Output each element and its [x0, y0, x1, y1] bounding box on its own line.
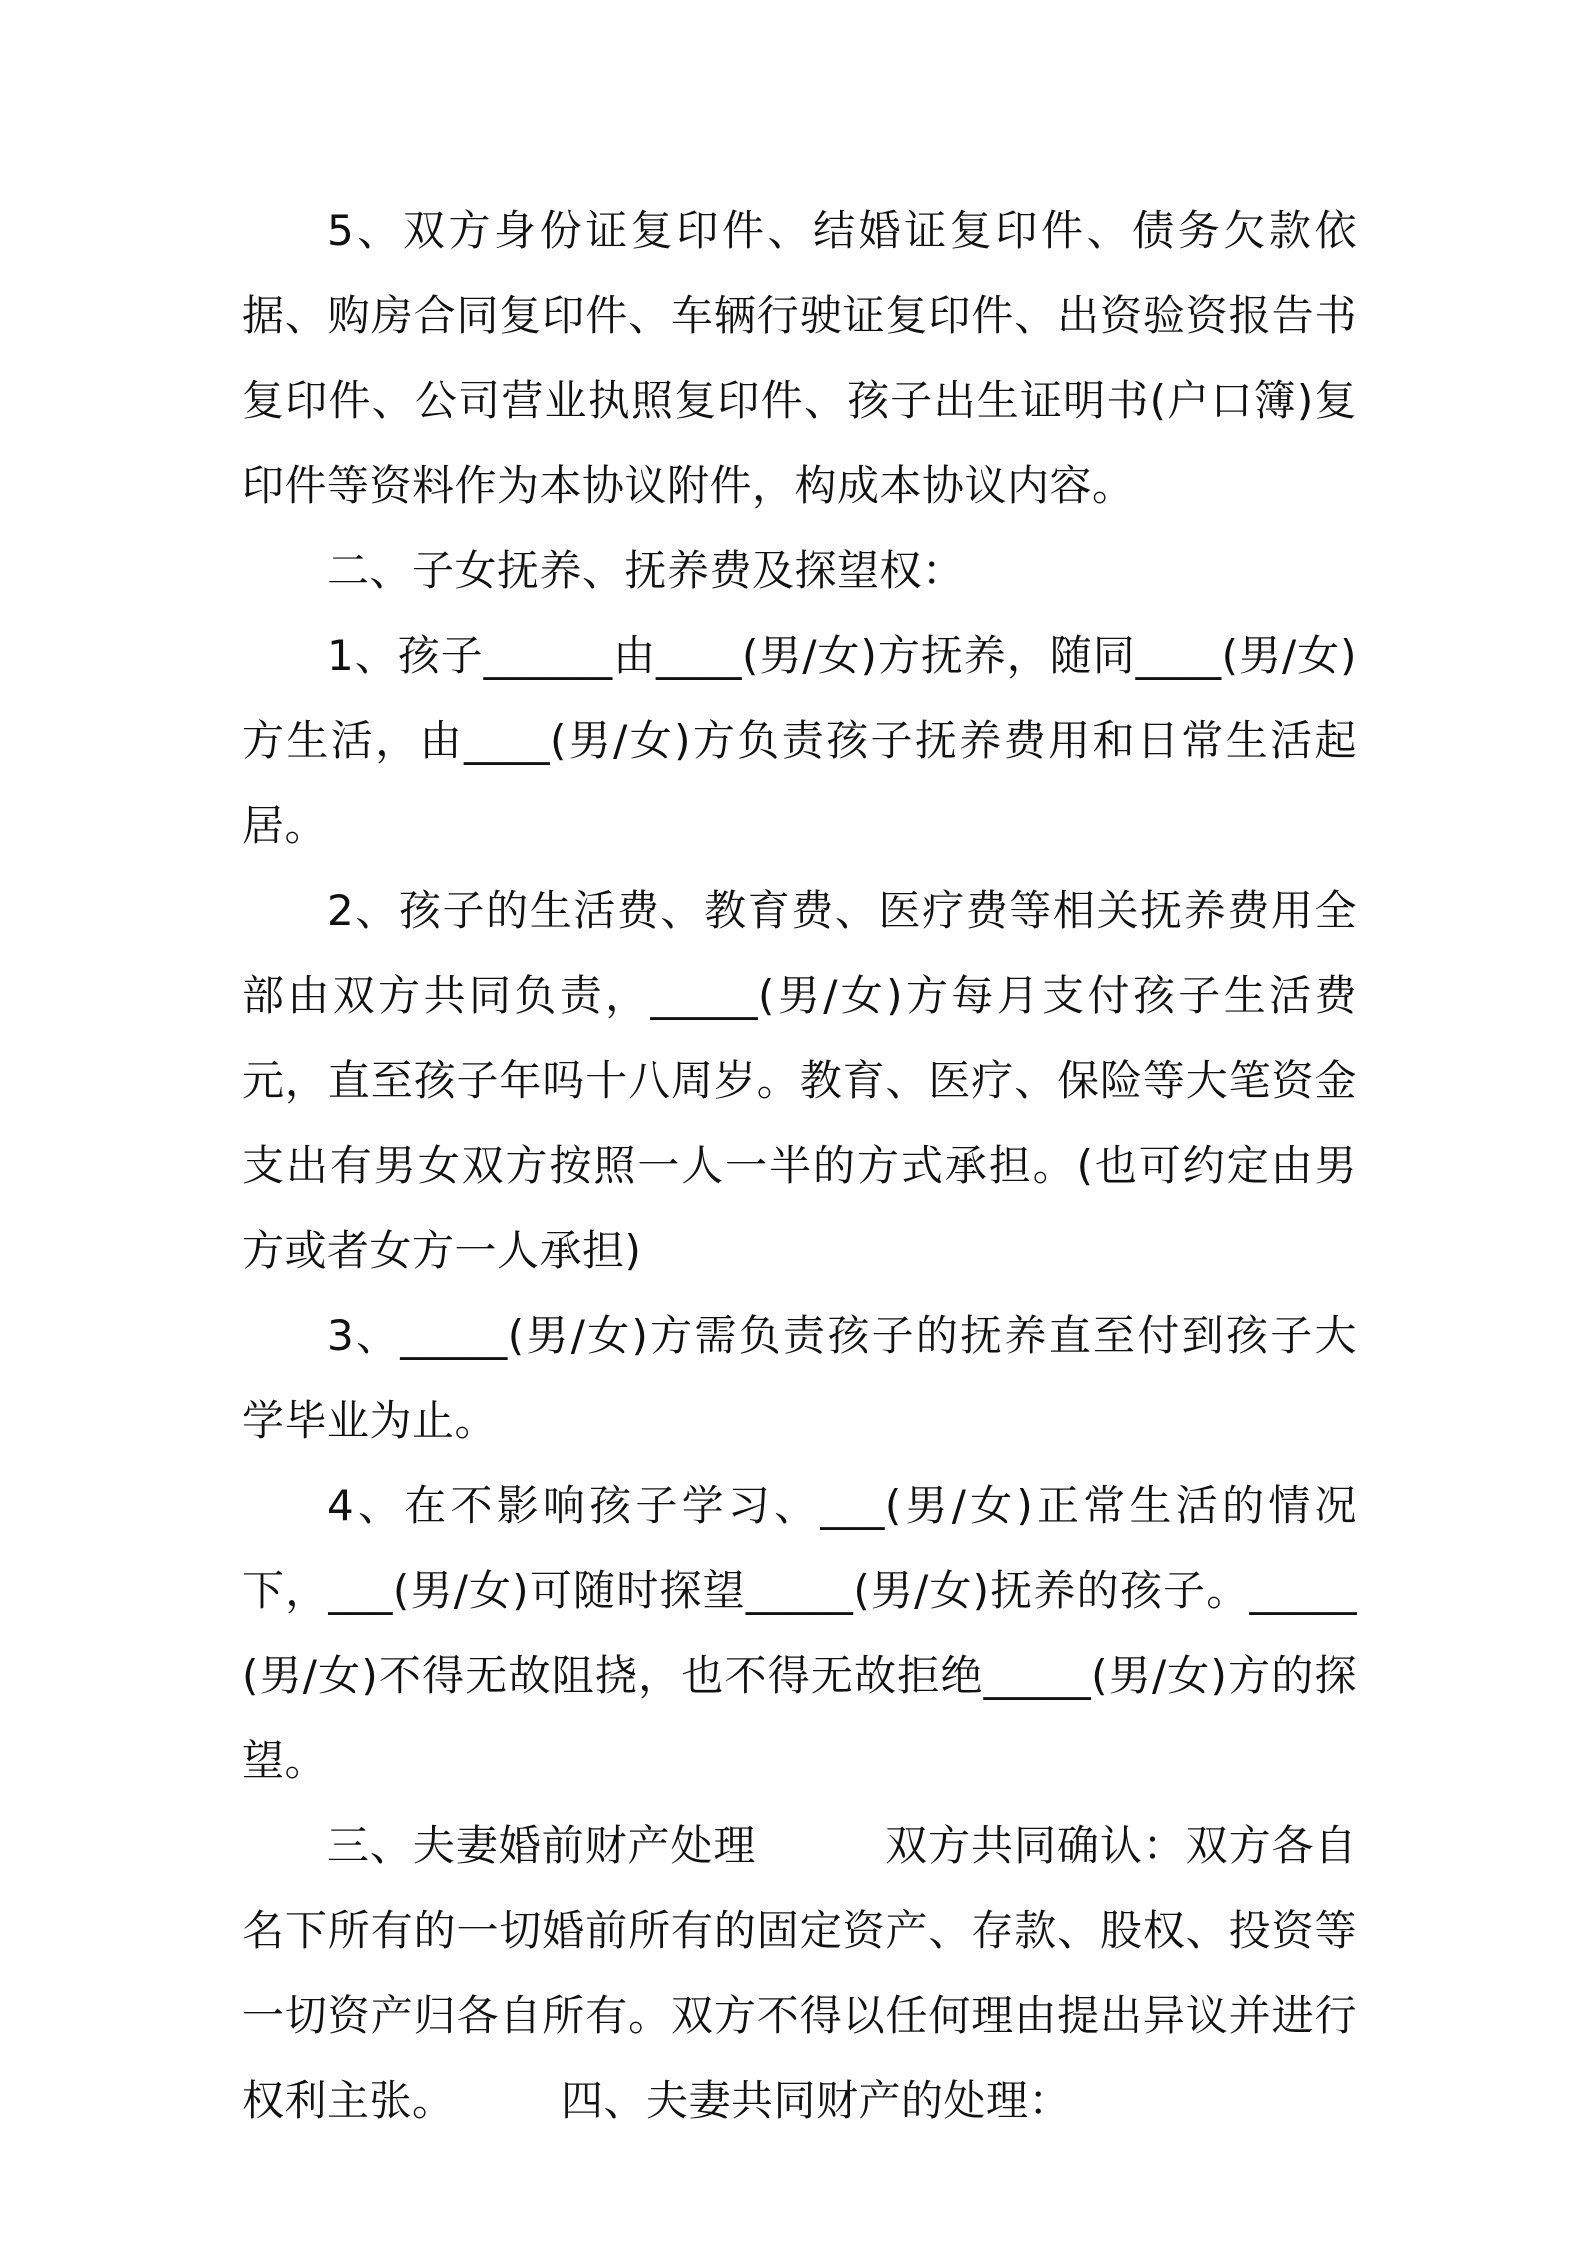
- paragraph-custody: 1、孩子______由____(男/女)方抚养，随同____(男/女)方生活，由____(男/女)方负责孩子抚养费用和日常生活起居。: [242, 631, 1357, 850]
- paragraph-child-support: 2、孩子的生活费、教育费、医疗费等相关抚养费用全部由双方共同负责，_____(男/女)方每月支付孩子生活费元，直至孩子年吗十八周岁。教育、医疗、保险等大笔资金支出有男女双方按照一人一半的方式承担。(也可约定由男方或者女方一人承担): [242, 886, 1357, 1275]
- paragraph-education-support: 3、_____(男/女)方需负责孩子的抚养直至付到孩子大学毕业为止。: [242, 1311, 1357, 1445]
- paragraph-attachments: 5、双方身份证复印件、结婚证复印件、债务欠款依据、购房合同复印件、车辆行驶证复印件、出资验资报告书复印件、公司营业执照复印件、孩子出生证明书(户口簿)复印件等资料作为本协议附件，构成本协议内容。: [242, 206, 1357, 510]
- paragraph-visitation: 4、在不影响孩子学习、___(男/女)正常生活的情况下，___(男/女)可随时探望_____(男/女)抚养的孩子。_____(男/女)不得无故阻挠，也不得无故拒绝_____(男/女)方的探望。: [242, 1481, 1357, 1785]
- section-heading-child-custody: 二、子女抚养、抚养费及探望权：: [327, 546, 965, 595]
- paragraph-premarital-property: 三、夫妻婚前财产处理 双方共同确认：双方各自名下所有的一切婚前所有的固定资产、存款、股权、投资等一切资产归各自所有。双方不得以任何理由提出异议并进行权利主张。 四、夫妻共同财产的处理：: [242, 1821, 1357, 2125]
- document-body: [242, 188, 1357, 2143]
